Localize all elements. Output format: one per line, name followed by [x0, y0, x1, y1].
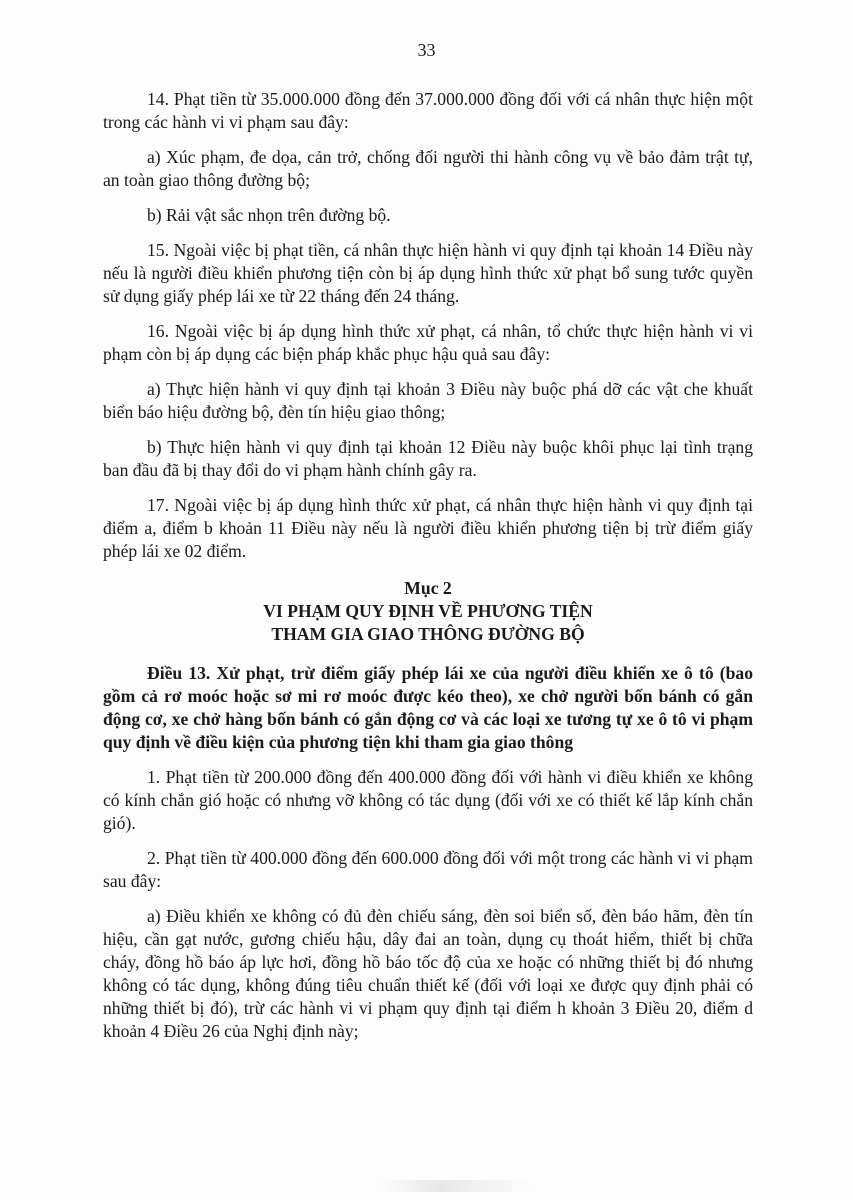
paragraph-article13-khoan-1: 1. Phạt tiền từ 200.000 đồng đến 400.000 đồng đối với hành vi điều khiển xe không có kính chắn gió hoặc có nhưng vỡ không có tác dụng (đối với xe có thiết kế lắp kính chắn gió). — [103, 767, 753, 833]
scan-artifact — [380, 1180, 530, 1192]
section-title-line-1: VI PHẠM QUY ĐỊNH VỀ PHƯƠNG TIỆN — [263, 601, 593, 621]
document-body — [103, 88, 753, 1055]
paragraph-article13-khoan-2: 2. Phạt tiền từ 400.000 đồng đến 600.000 đồng đối với một trong các hành vi vi phạm sau đây: — [103, 848, 753, 891]
paragraph-14b: b) Rải vật sắc nhọn trên đường bộ. — [147, 205, 391, 225]
paragraph-16a: a) Thực hiện hành vi quy định tại khoản 3 Điều này buộc phá dỡ các vật che khuất biển báo hiệu đường bộ, đèn tín hiệu giao thông; — [103, 379, 753, 422]
article-13-title: Điều 13. Xử phạt, trừ điểm giấy phép lái xe của người điều khiển xe ô tô (bao gồm cả rơ moóc hoặc sơ mi rơ moóc được kéo theo), xe chở người bốn bánh có gắn động cơ, xe chở hàng bốn bánh có gắn động cơ và các loại xe tương tự xe ô tô vi phạm quy định về điều kiện của phương tiện khi tham gia giao thông — [103, 663, 753, 752]
paragraph-16b: b) Thực hiện hành vi quy định tại khoản 12 Điều này buộc khôi phục lại tình trạng ban đầu đã bị thay đổi do vi phạm hành chính gây ra. — [103, 437, 753, 480]
section-heading — [103, 577, 753, 646]
paragraph-14a: a) Xúc phạm, đe dọa, cản trở, chống đối người thi hành công vụ về bảo đảm trật tự, an toàn giao thông đường bộ; — [103, 147, 753, 190]
paragraph-khoan-14: 14. Phạt tiền từ 35.000.000 đồng đến 37.000.000 đồng đối với cá nhân thực hiện một trong các hành vi vi phạm sau đây: — [103, 89, 753, 132]
paragraph-khoan-15: 15. Ngoài việc bị phạt tiền, cá nhân thực hiện hành vi quy định tại khoản 14 Điều này nếu là người điều khiển phương tiện còn bị áp dụng hình thức xử phạt bổ sung tước quyền sử dụng giấy phép lái xe từ 22 tháng đến 24 tháng. — [103, 240, 753, 306]
page-number: 33 — [417, 40, 436, 60]
section-title-line-2: THAM GIA GIAO THÔNG ĐƯỜNG BỘ — [271, 624, 585, 644]
paragraph-article13-2a: a) Điều khiển xe không có đủ đèn chiếu sáng, đèn soi biển số, đèn báo hãm, đèn tín hiệu, cần gạt nước, gương chiếu hậu, dây đai an toàn, dụng cụ thoát hiểm, thiết bị chữa cháy, đồng hồ báo áp lực hơi, đồng hồ báo tốc độ của xe hoặc có những thiết bị đó nhưng không có tác dụng, không đúng tiêu chuẩn thiết kế (đối với loại xe được quy định phải có những thiết bị đó), trừ các hành vi vi phạm quy định tại điểm h khoản 3 Điều 20, điểm d khoản 4 Điều 26 của Nghị định này; — [103, 906, 753, 1041]
paragraph-khoan-17: 17. Ngoài việc bị áp dụng hình thức xử phạt, cá nhân thực hiện hành vi quy định tại điểm a, điểm b khoản 11 Điều này nếu là người điều khiển phương tiện bị trừ điểm giấy phép lái xe 02 điểm. — [103, 495, 753, 561]
paragraph-khoan-16: 16. Ngoài việc bị áp dụng hình thức xử phạt, cá nhân, tổ chức thực hiện hành vi vi phạm còn bị áp dụng các biện pháp khắc phục hậu quả sau đây: — [103, 321, 753, 364]
section-number: Mục 2 — [404, 578, 452, 598]
